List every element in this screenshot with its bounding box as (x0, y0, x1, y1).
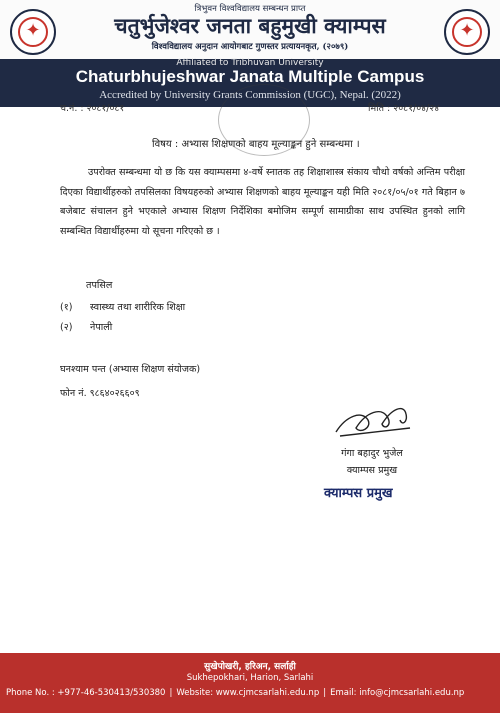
affiliation-nepali: त्रिभुवन विश्वविद्यालय सम्बन्धन प्राप्त (194, 4, 306, 14)
campus-name-nepali: चतुर्भुजेश्वर जनता बहुमुखी क्याम्पस (114, 13, 386, 38)
letter-body (60, 163, 465, 241)
enclosure-title: तपसिल (86, 280, 113, 291)
enclosure-item-number: (१) (60, 302, 73, 313)
accreditation-nepali: विश्वविद्यालय अनुदान आयोगबाट गुणस्तर प्रत्यायनकृत, (२०७९) (151, 42, 349, 52)
footer-divider: | (169, 688, 173, 698)
footer-divider: | (323, 688, 327, 698)
affiliation-english: Affiliated to Tribhuvan University (176, 58, 324, 68)
signer-name: गंगा बहादुर भुजेल (341, 448, 403, 459)
accreditation-english: Accredited by University Grants Commission (UGC), Nepal. (2022) (99, 89, 401, 101)
reference-number: च.नं. : २०८१/०८१ (60, 103, 125, 114)
footer-phone: Phone No. : +977-46-530413/530380 (6, 688, 166, 698)
tribhuvan-university-logo-icon (10, 9, 56, 55)
enclosure-item-text: स्वास्थ्य तथा शारीरिक शिक्षा (90, 302, 186, 313)
letter-date: मिति : २०८१/०४/२४ (368, 103, 440, 114)
signer-title: क्याम्पस प्रमुख (346, 465, 398, 476)
letter-subject: विषय : अभ्यास शिक्षणको बाहय मूल्याङ्कन हुने सम्बन्धमा । (152, 139, 360, 150)
footer-address-english: Sukhepokhari, Harion, Sarlahi (186, 673, 314, 683)
enclosure-item-number: (२) (60, 322, 73, 333)
enclosure-item-text: नेपाली (90, 322, 113, 333)
footer-contact-line (6, 688, 496, 698)
signature-mark-icon (322, 398, 422, 444)
campus-logo-icon (444, 9, 490, 55)
campus-chief-stamp: क्याम्पस प्रमुख (324, 486, 393, 501)
enclosure-item (60, 300, 185, 313)
footer-website: Website: www.cjmcsarlahi.edu.np (176, 688, 320, 698)
coordinator-name: घनश्याम पन्त (अभ्यास शिक्षण संयोजक) (60, 364, 201, 375)
footer-email: Email: info@cjmcsarlahi.edu.np (330, 688, 465, 698)
letter-body-text: उपरोक्त सम्बन्धमा यो छ कि यस क्याम्पसमा ४-वर्षे स्नातक तह शिक्षाशास्त्र संकाय चौथो वर्षको अन्तिम परीक्षा दिएका विद्यार्थीहरुको तपसिलका विषयहरुको अभ्यास शिक्षणको बाहय मूल्याङ्कन यही मिति २०८१/०५/०१ गते बिहान ७ बजेबाट संचालन हुने भएकाले अभ्यास शिक्षण निर्देशिका बमोजिम सम्पूर्ण सामाग्रीका साथ उपस्थित हुनको लागि सम्बन्धित विद्यार्थीहरुमा यो सूचना गरिएको छ । (60, 167, 465, 237)
enclosure-item (60, 320, 112, 333)
coordinator-phone: फोन नं. ९८६४०२६६०९ (60, 388, 140, 399)
footer (0, 653, 500, 713)
campus-name-english: Chaturbhujeshwar Janata Multiple Campus (75, 67, 425, 86)
footer-address-nepali: सुखेपोखरी, हरिअन, सर्लाही (204, 662, 296, 672)
